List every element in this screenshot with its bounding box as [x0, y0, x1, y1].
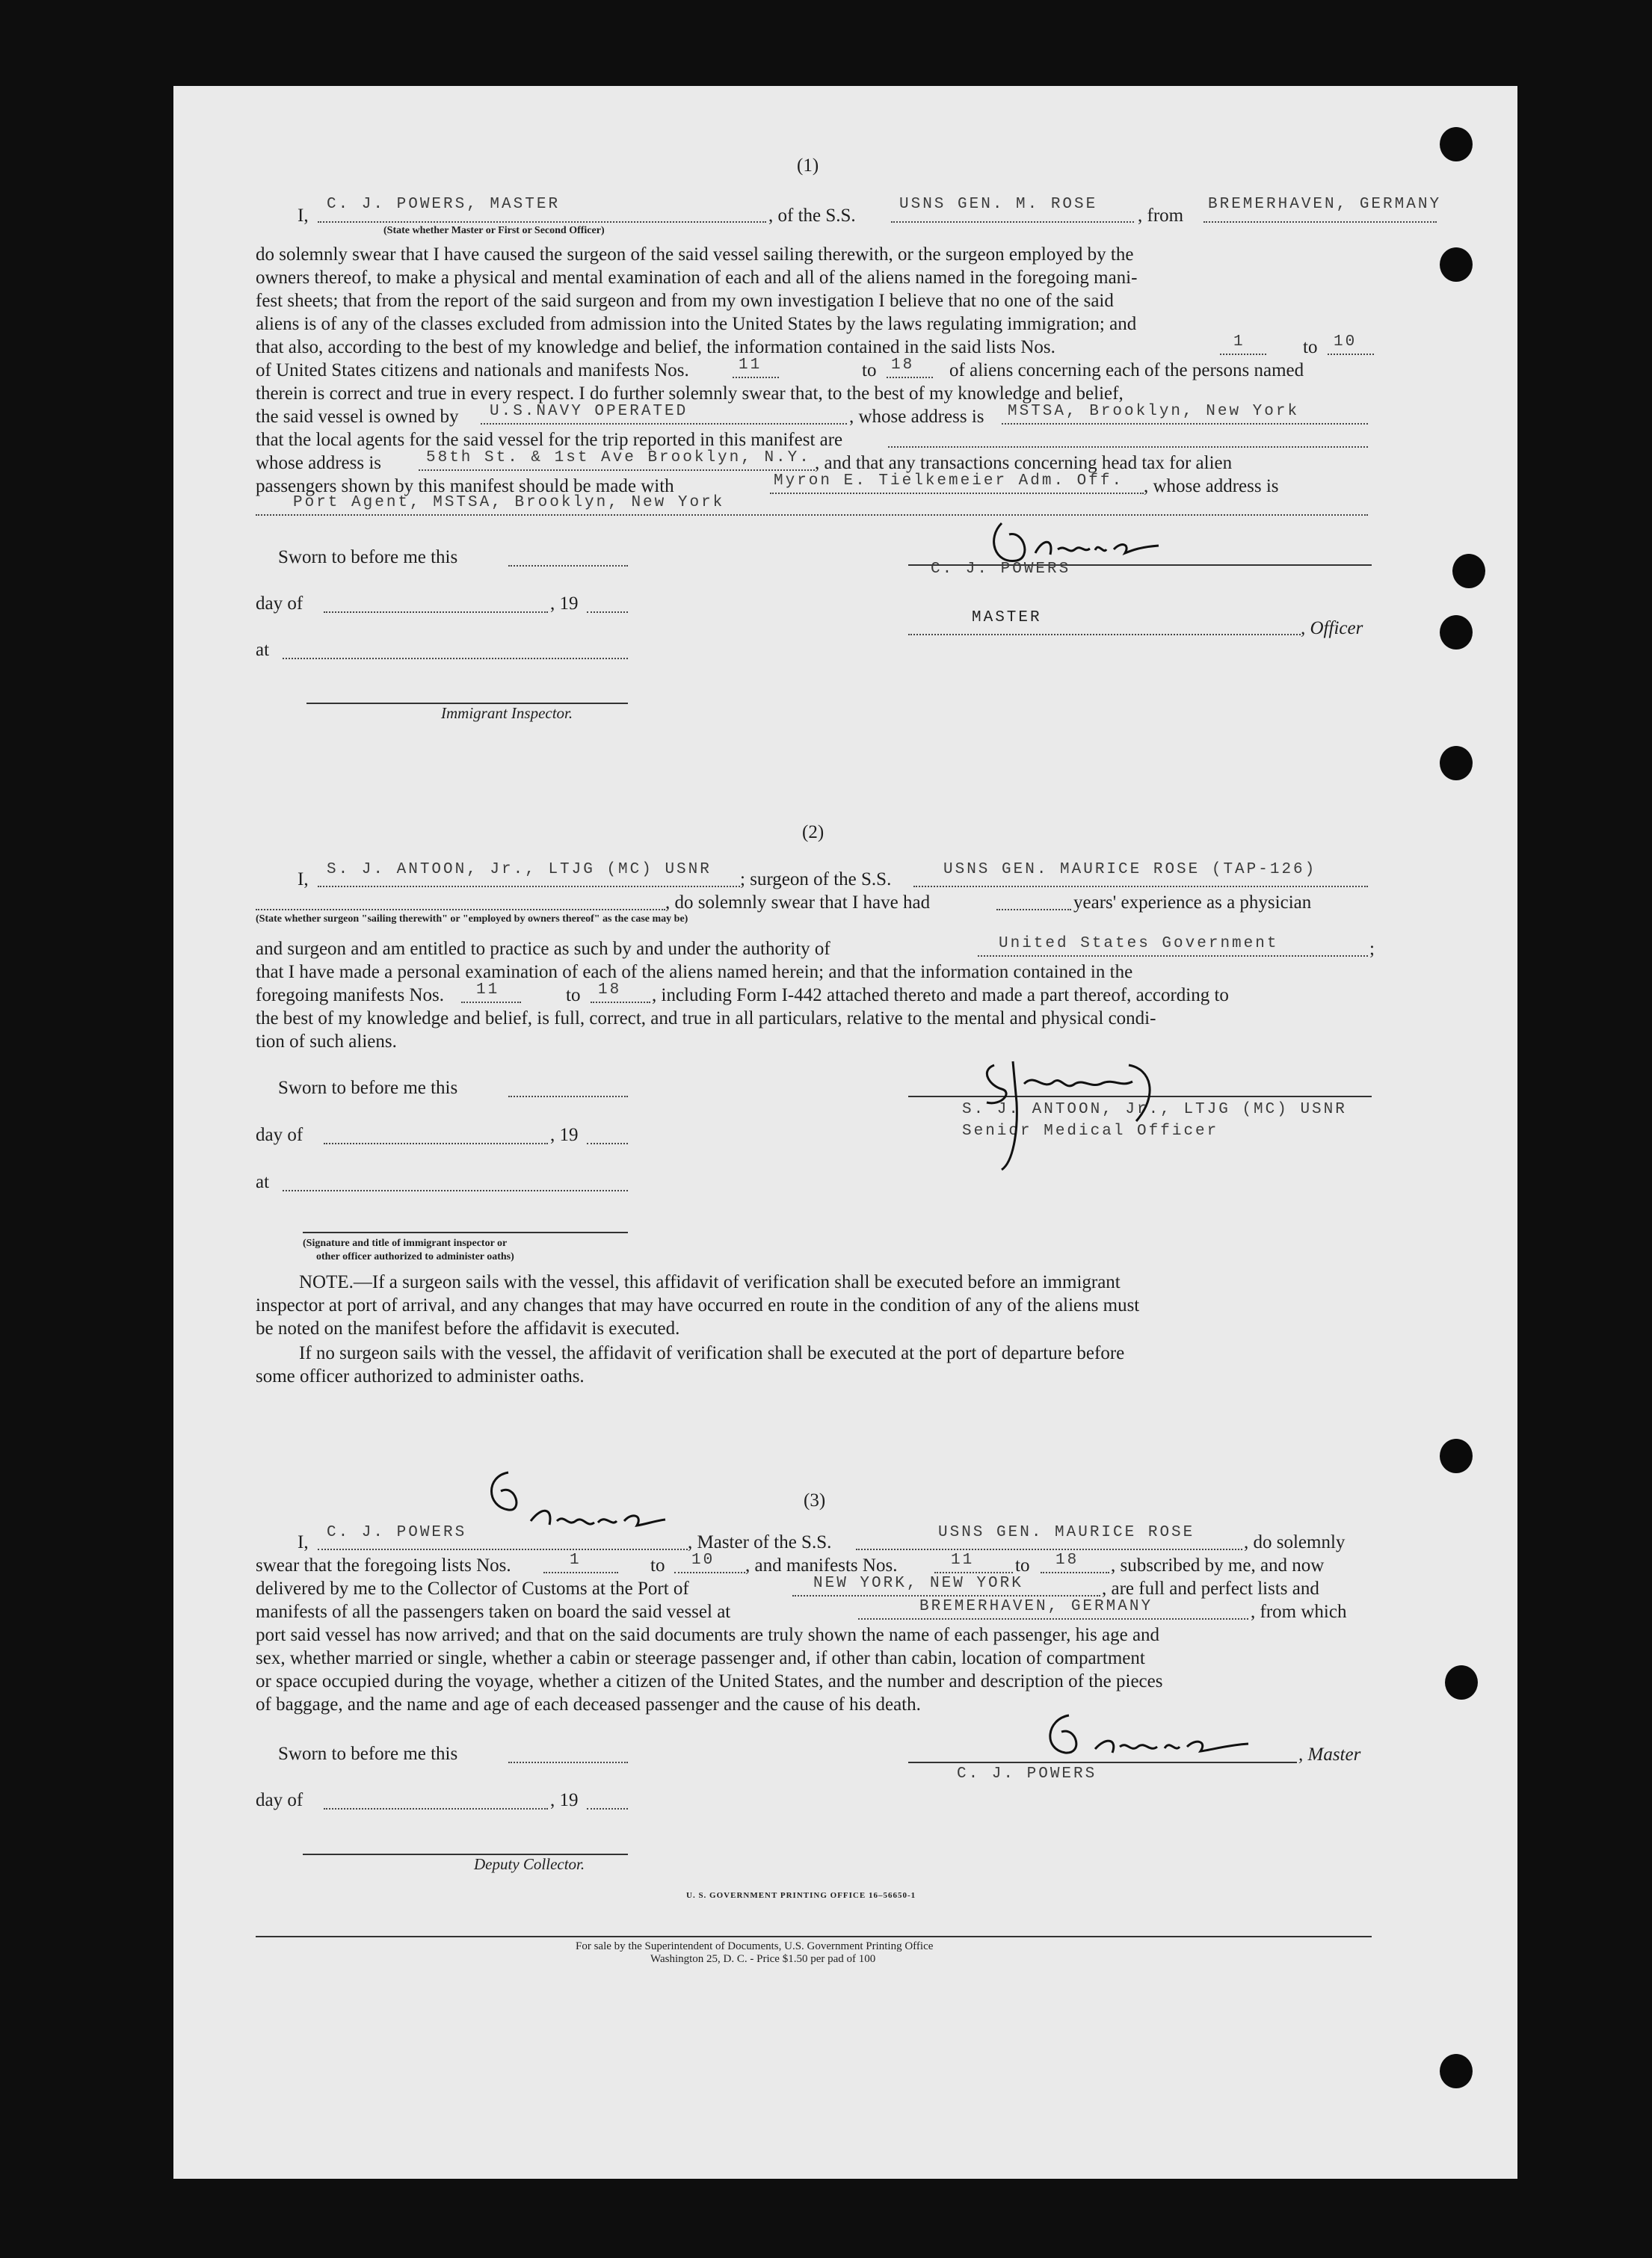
body-line: , are full and perfect lists and — [1102, 1579, 1319, 1599]
lists-from-line — [1220, 354, 1266, 355]
vessel-name: USNS GEN. M. ROSE — [899, 196, 1098, 213]
agents-fill-line — [888, 446, 1368, 448]
to-label: to — [862, 360, 877, 380]
master-of-label: , Master of the S.S. — [688, 1532, 832, 1552]
owned-by-label: the said vessel is owned by — [256, 407, 459, 427]
manifests-to: 18 — [891, 357, 915, 374]
lists-to: 10 — [691, 1552, 715, 1569]
manifests-to: 18 — [598, 981, 622, 999]
manifests-from-line — [461, 1002, 521, 1003]
agents-line: that the local agents for the said vessel for the trip reported in this manifest are — [256, 430, 843, 450]
surgeon-name: S. J. ANTOON, Jr., LTJG (MC) USNR — [327, 861, 712, 878]
owner-line — [481, 423, 847, 425]
binder-hole — [1440, 1439, 1473, 1473]
departure-port-line — [858, 1618, 1248, 1620]
binder-hole — [1440, 615, 1473, 650]
sworn-line — [508, 565, 628, 567]
inspector-label: Immigrant Inspector. — [441, 704, 573, 722]
year-label: , 19 — [550, 1790, 579, 1810]
body-line: that also, according to the best of my knowledge and belief, the information contained in the said lists Nos. — [256, 337, 1055, 357]
master-title-line — [908, 634, 1301, 635]
contact-address: Port Agent, MSTSA, Brooklyn, New York — [293, 494, 725, 511]
binder-hole — [1440, 247, 1473, 282]
signature-note: (Signature and title of immigrant inspector or — [303, 1238, 508, 1249]
sworn-label: Sworn to before me this — [278, 1744, 458, 1764]
body-line: port said vessel has now arrived; and that on the said documents are truly shown the name of each passenger, his age and — [256, 1625, 1160, 1645]
surgeon-status-line — [256, 909, 665, 910]
year-line — [587, 1808, 628, 1810]
master-title: MASTER — [972, 609, 1042, 626]
lists-to-line — [1328, 354, 1374, 355]
at-label: at — [256, 1172, 270, 1192]
sworn-line — [508, 1096, 628, 1097]
agents-address-label: whose address is — [256, 453, 382, 473]
master-name-line — [318, 221, 766, 223]
note-line: NOTE.—If a surgeon sails with the vessel, this affidavit of verification shall be executed before an immigrant — [299, 1272, 1121, 1292]
head-tax-contact: Myron E. Tielkemeier Adm. Off. — [774, 472, 1124, 490]
body-line: passengers shown by this manifest should be made with — [256, 476, 674, 496]
body-line: , do solemnly swear that I have had — [665, 892, 931, 913]
binder-hole — [1445, 1665, 1478, 1700]
body-line: or space occupied during the voyage, whether a citizen of the United States, and the number and description of the pieces — [256, 1671, 1163, 1691]
vessel-owner: U.S.NAVY OPERATED — [490, 403, 688, 420]
owner-address-line — [1002, 423, 1368, 425]
body-line: , subscribed by me, and now — [1111, 1555, 1325, 1576]
collector-label: Deputy Collector. — [474, 1855, 585, 1873]
vessel-line — [856, 1549, 1242, 1550]
year-label: , 19 — [550, 1125, 579, 1145]
surgeon-typed-name: S. J. ANTOON, Jr., LTJG (MC) USNR — [962, 1101, 1347, 1118]
day-of-label: day of — [256, 1790, 303, 1810]
sworn-label: Sworn to before me this — [278, 1078, 458, 1098]
agents-address-line — [419, 469, 815, 471]
footer-rule — [256, 1936, 1372, 1937]
lists-to-line — [674, 1572, 745, 1573]
whose-address-label: , whose address is — [1144, 476, 1279, 496]
lists-from: 1 — [1233, 333, 1245, 351]
note-line: some officer authorized to administer oaths. — [256, 1366, 585, 1386]
officer-signature-line — [303, 1232, 628, 1233]
departure-port: BREMERHAVEN, GERMANY — [1208, 196, 1442, 213]
section-number: (3) — [804, 1490, 826, 1511]
sworn-line — [508, 1762, 628, 1763]
body-line: that I have made a personal examination of each of the aliens named herein; and that the information contained in the — [256, 962, 1133, 982]
day-of-label: day of — [256, 593, 303, 614]
body-line: foregoing manifests Nos. — [256, 985, 445, 1005]
pronoun-i: I, — [298, 869, 309, 889]
owner-address: MSTSA, Brooklyn, New York — [1008, 403, 1300, 420]
arrival-port-line — [792, 1595, 1100, 1597]
body-line: fest sheets; that from the report of the said surgeon and from my own investigation I believe that no one of the said — [256, 291, 1114, 311]
lists-from-line — [543, 1572, 618, 1573]
master-typed-name: C. J. POWERS — [957, 1765, 1097, 1783]
master-label: , Master — [1298, 1745, 1361, 1765]
manifests-from-line — [934, 1572, 1013, 1573]
manifests-to-line — [887, 377, 933, 378]
manifests-to-line — [1041, 1572, 1109, 1573]
binder-hole — [1440, 127, 1473, 161]
day-line — [324, 611, 548, 613]
contact-line — [770, 493, 1144, 494]
section-number: (2) — [802, 822, 825, 842]
body-line: , and that any transactions concerning head tax for alien — [815, 453, 1233, 473]
state-note: (State whether surgeon "sailing therewith" or "employed by owners thereof" as the case may be) — [256, 913, 688, 925]
port-line — [1203, 221, 1437, 223]
body-line: , and manifests Nos. — [745, 1555, 898, 1576]
surgeon-name-line — [318, 886, 740, 887]
vessel-line — [913, 886, 1368, 887]
footer-line: For sale by the Superintendent of Documents, U.S. Government Printing Office — [576, 1940, 934, 1952]
manifests-to-line — [591, 1002, 650, 1003]
day-line — [324, 1143, 548, 1144]
year-line — [587, 611, 628, 613]
vessel-line — [891, 221, 1134, 223]
body-line: delivered by me to the Collector of Customs at the Port of — [256, 1579, 689, 1599]
body-line: do solemnly swear that I have caused the surgeon of the said vessel sailing therewith, or the surgeon employed by the — [256, 244, 1134, 265]
pronoun-i: I, — [298, 206, 309, 226]
body-line: , do solemnly — [1244, 1532, 1346, 1552]
master-signature-section3 — [478, 1461, 673, 1551]
master-name: C. J. POWERS, MASTER — [327, 196, 561, 213]
manifests-to: 18 — [1055, 1552, 1079, 1569]
surgeon-signature — [972, 1050, 1196, 1177]
departure-port: BREMERHAVEN, GERMANY — [919, 1598, 1153, 1615]
body-line: of baggage, and the name and age of each deceased passenger and the cause of his death. — [256, 1694, 921, 1715]
body-line: therein is correct and true in every respect. I do further solemnly swear that, to the best of my knowledge and belief, — [256, 383, 1124, 404]
body-line: manifests of all the passengers taken on board the said vessel at — [256, 1602, 731, 1622]
agents-address: 58th St. & 1st Ave Brooklyn, N.Y. — [426, 449, 811, 466]
to-label: to — [1303, 337, 1318, 357]
vessel-name: USNS GEN. MAURICE ROSE (TAP-126) — [943, 861, 1317, 878]
body-line: sex, whether married or single, whether a cabin or steerage passenger and, if other than cabin, location of compartment — [256, 1648, 1145, 1668]
note-line: be noted on the manifest before the affidavit is executed. — [256, 1318, 680, 1339]
pronoun-i: I, — [298, 1532, 309, 1552]
to-label: to — [566, 985, 581, 1005]
signature-note: other officer authorized to administer oaths) — [316, 1251, 514, 1262]
master-signature-collector — [1024, 1708, 1278, 1768]
manifests-from: 11 — [739, 357, 762, 374]
note-line: If no surgeon sails with the vessel, the affidavit of verification shall be executed at the port of departure before — [299, 1343, 1125, 1363]
body-line: tion of such aliens. — [256, 1031, 397, 1052]
body-line: the best of my knowledge and belief, is full, correct, and true in all particulars, relative to the mental and physical condi- — [256, 1008, 1156, 1028]
section-number: (1) — [797, 155, 819, 176]
vessel-name: USNS GEN. MAURICE ROSE — [938, 1524, 1195, 1541]
state-note: (State whether Master or First or Second Officer) — [383, 225, 605, 236]
body-line: of aliens concerning each of the persons named — [949, 360, 1304, 380]
lists-from: 1 — [570, 1552, 582, 1569]
binder-hole — [1440, 746, 1473, 780]
binder-hole — [1452, 554, 1485, 588]
footer-line: Washington 25, D. C. - Price $1.50 per pad of 100 — [650, 1953, 876, 1965]
at-line — [283, 1190, 628, 1191]
lists-to: 10 — [1334, 333, 1357, 351]
body-line: , including Form I-442 attached thereto and made a part thereof, according to — [652, 985, 1229, 1005]
body-line: swear that the foregoing lists Nos. — [256, 1555, 511, 1576]
manifests-from: 11 — [951, 1552, 975, 1569]
to-label: to — [1015, 1555, 1030, 1576]
from-label: , from — [1138, 206, 1184, 226]
master-typed-name: C. J. POWERS — [931, 561, 1071, 578]
body-line: , from which — [1251, 1602, 1347, 1622]
day-line — [324, 1808, 548, 1810]
note-line: inspector at port of arrival, and any changes that may have occurred en route in the condition of any of the aliens must — [256, 1295, 1140, 1315]
authority-line — [978, 955, 1368, 957]
manifests-from: 11 — [476, 981, 500, 999]
year-line — [587, 1143, 628, 1144]
body-line: and surgeon and am entitled to practice as such by and under the authority of — [256, 939, 830, 959]
of-the-label: , of the S.S. — [768, 206, 856, 226]
body-line: of United States citizens and nationals and manifests Nos. — [256, 360, 689, 380]
at-line — [283, 658, 628, 659]
sworn-label: Sworn to before me this — [278, 547, 458, 567]
day-of-label: day of — [256, 1125, 303, 1145]
at-label: at — [256, 640, 270, 660]
authority: United States Government — [999, 935, 1279, 952]
surgeon-of-label: ; surgeon of the S.S. — [740, 869, 892, 889]
master-signature — [972, 508, 1218, 576]
manifests-from-line — [733, 377, 779, 378]
master-name: C. J. POWERS — [327, 1524, 467, 1541]
whose-address-label: , whose address is — [849, 407, 984, 427]
body-line: aliens is of any of the classes excluded from admission into the United States by the laws regulating immigration; and — [256, 314, 1137, 334]
officer-label: , Officer — [1301, 618, 1363, 638]
to-label: to — [650, 1555, 665, 1576]
arrival-port: NEW YORK, NEW YORK — [813, 1575, 1023, 1592]
semicolon: ; — [1369, 939, 1375, 959]
gpo-line: U. S. GOVERNMENT PRINTING OFFICE 16–56650-1 — [686, 1891, 916, 1900]
year-label: , 19 — [550, 593, 579, 614]
surgeon-title: Senior Medical Officer — [962, 1123, 1219, 1140]
years-line — [996, 909, 1071, 910]
binder-hole — [1440, 2054, 1473, 2088]
body-line: owners thereof, to make a physical and mental examination of each and all of the aliens named in the foregoing mani- — [256, 268, 1138, 288]
body-line: years' experience as a physician — [1073, 892, 1312, 913]
